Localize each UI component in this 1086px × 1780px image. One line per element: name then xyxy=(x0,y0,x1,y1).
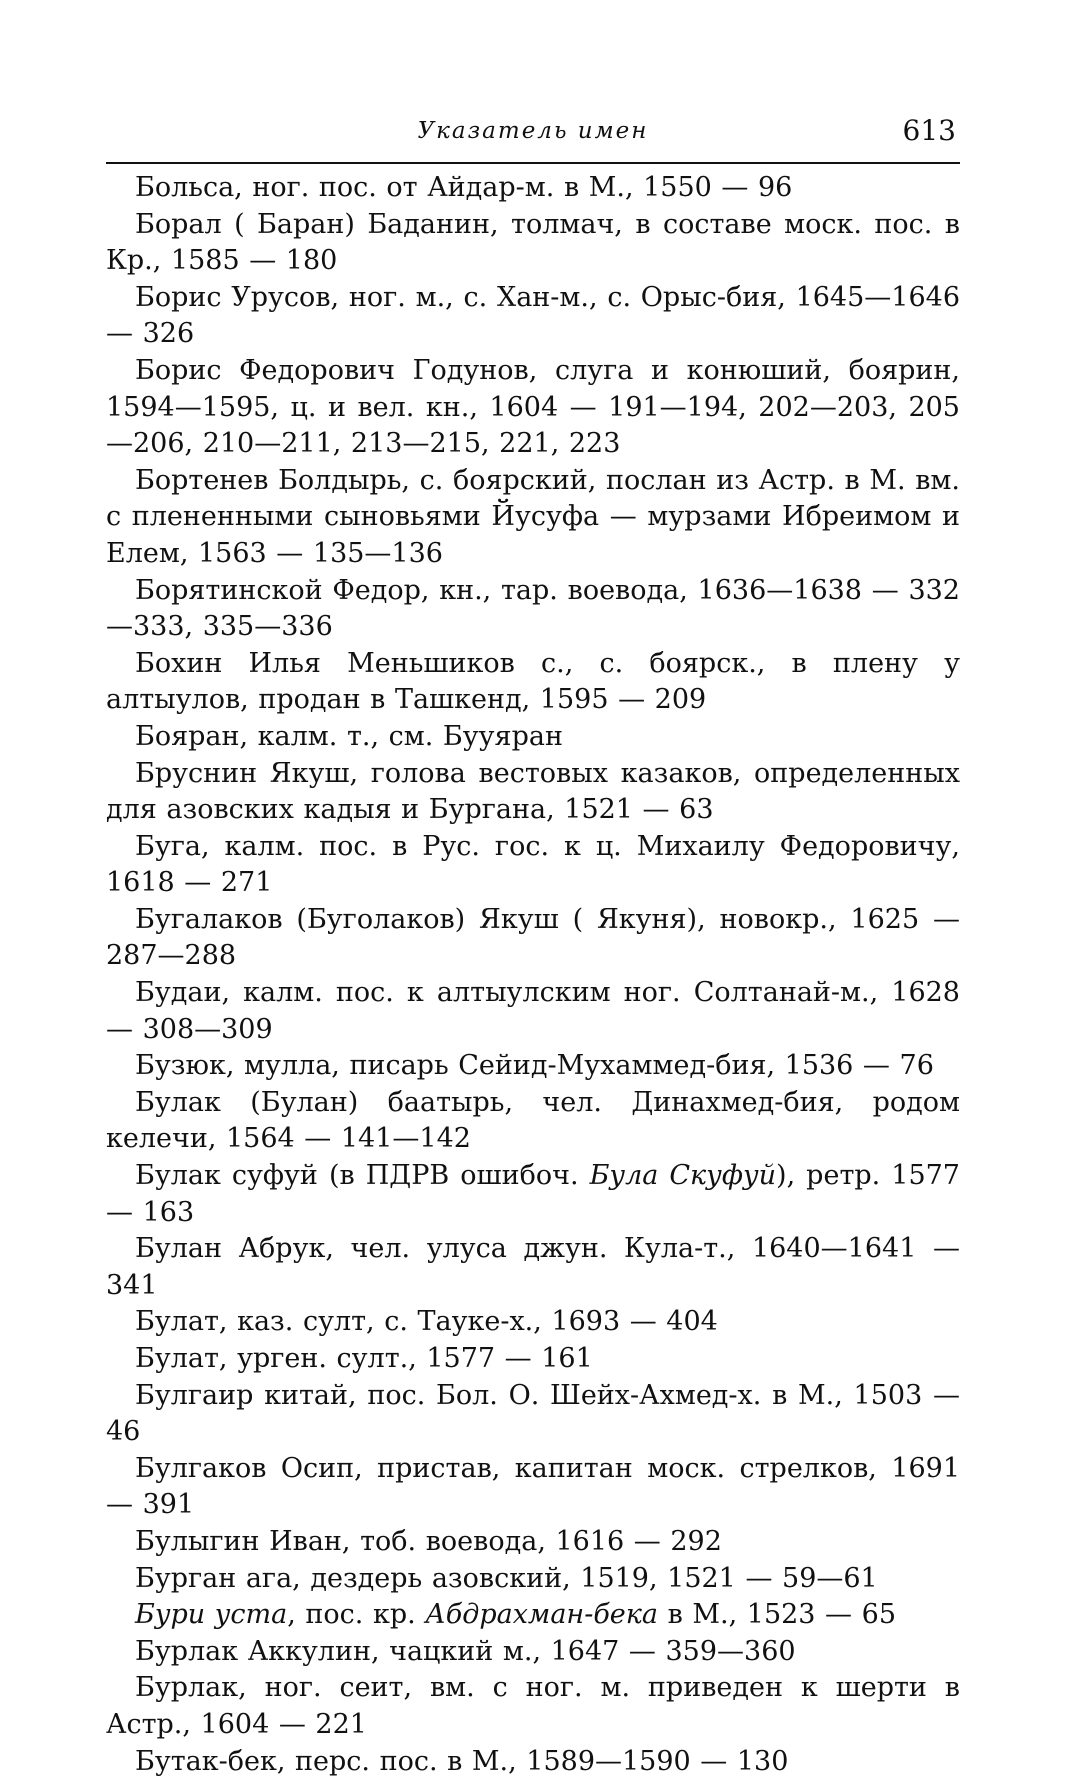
index-entry: Бузюк, мулла, писарь Сейид-Мухаммед-бия, 1536 — 76 xyxy=(135,1050,934,1082)
index-entry: Бурлак Аккулин, чацкий м., 1647 — 359—360 xyxy=(135,1635,796,1667)
index-entry: Булыгин Иван, тоб. воевода, 1616 — 292 xyxy=(135,1525,722,1557)
index-entry xyxy=(106,1158,960,1231)
running-head: Указатель имен xyxy=(417,118,649,144)
index-entry: Бортенев Болдырь, с. боярский, послан из Астр. в М. вм. с плененными сыновьями Йусуфа — мурзами Ибреимом и Елем, 1563 — 135—136 xyxy=(106,464,960,569)
index-entry: Будаи, калм. пос. к алтыулским ног. Солтанай-м., 1628 — 308—309 xyxy=(106,977,960,1045)
index-entry: Борис Урусов, ног. м., с. Хан-м., с. Орыс-бия, 1645—1646 — 326 xyxy=(106,281,960,350)
index-entry: Бохин Илья Меньшиков с., с. боярск., в плену у алтыулов, продан в Ташкенд, 1595 — 209 xyxy=(106,647,960,716)
index-entry: Бруснин Якуш, голова вестовых казаков, определенных для азовских кадыя и Бургана, 1521 — 63 xyxy=(106,757,960,826)
index-entry: Булак (Булан) баатырь, чел. Динахмед-бия, родом келечи, 1564 — 141—142 xyxy=(106,1086,960,1155)
index-entry: Борал ( Баран) Баданин, толмач, в составе моск. пос. в Кр., 1585 — 180 xyxy=(106,208,960,277)
index-entry: Бояран, калм. т., см. Бууяран xyxy=(135,720,563,752)
index-entry: Булан Абрук, чел. улуса джун. Кула-т., 1640—1641 — 341 xyxy=(106,1233,960,1301)
index-entry: Булгаир китай, пос. Бол. О. Шейх-Ахмед-х. в М., 1503 — 46 xyxy=(106,1379,960,1448)
index-entry: Булат, урген. султ., 1577 — 161 xyxy=(135,1343,593,1374)
index-entry: Бурлак, ног. сеит, вм. с ног. м. приведен к шерти в Астр., 1604 — 221 xyxy=(106,1672,960,1740)
page-header xyxy=(106,112,960,164)
entry-italic-text: Бури уста xyxy=(135,1599,288,1631)
index-entry: Булат, каз. султ, с. Тауке-х., 1693 — 404 xyxy=(135,1306,718,1338)
entry-text: , пос. кр. xyxy=(287,1599,426,1631)
index-entry xyxy=(106,1597,960,1634)
entry-text: в М., 1523 — 65 xyxy=(658,1599,896,1631)
index-entry: Бугалаков (Буголаков) Якуш ( Якуня), новокр., 1625 — 287—288 xyxy=(106,903,960,972)
index-entry: Больса, ног. пос. от Айдар-м. в М., 1550 — 96 xyxy=(135,172,793,203)
entry-italic-text: Абдрахман-бека xyxy=(425,1599,658,1631)
name-index-list xyxy=(106,170,960,1780)
index-entry: Борятинской Федор, кн., тар. воевода, 1636—1638 — 332—333, 335—336 xyxy=(106,574,960,643)
index-entry: Бурган ага, дездерь азовский, 1519, 1521 — 59—61 xyxy=(135,1562,878,1594)
entry-text: ), ретр. 1577 — 163 xyxy=(106,1160,960,1228)
page-number: 613 xyxy=(902,114,956,147)
entry-text: Булак суфуй (в ПДРВ ошибоч. xyxy=(135,1160,590,1192)
index-entry: Бутак-бек, перс. пос. в М., 1589—1590 — 130 xyxy=(135,1745,789,1777)
index-entry: Буга, калм. пос. в Рус. гос. к ц. Михаилу Федоровичу, 1618 — 271 xyxy=(106,830,960,899)
entry-italic-text: Була Скуфуй xyxy=(589,1160,777,1192)
index-entry: Булгаков Осип, пристав, капитан моск. стрелков, 1691 — 391 xyxy=(106,1452,960,1521)
index-entry: Борис Федорович Годунов, слуга и конюший, боярин, 1594—1595, ц. и вел. кн., 1604 — 191—194, 202—203, 205—206, 210—211, 213—215, 221, 223 xyxy=(106,354,960,460)
